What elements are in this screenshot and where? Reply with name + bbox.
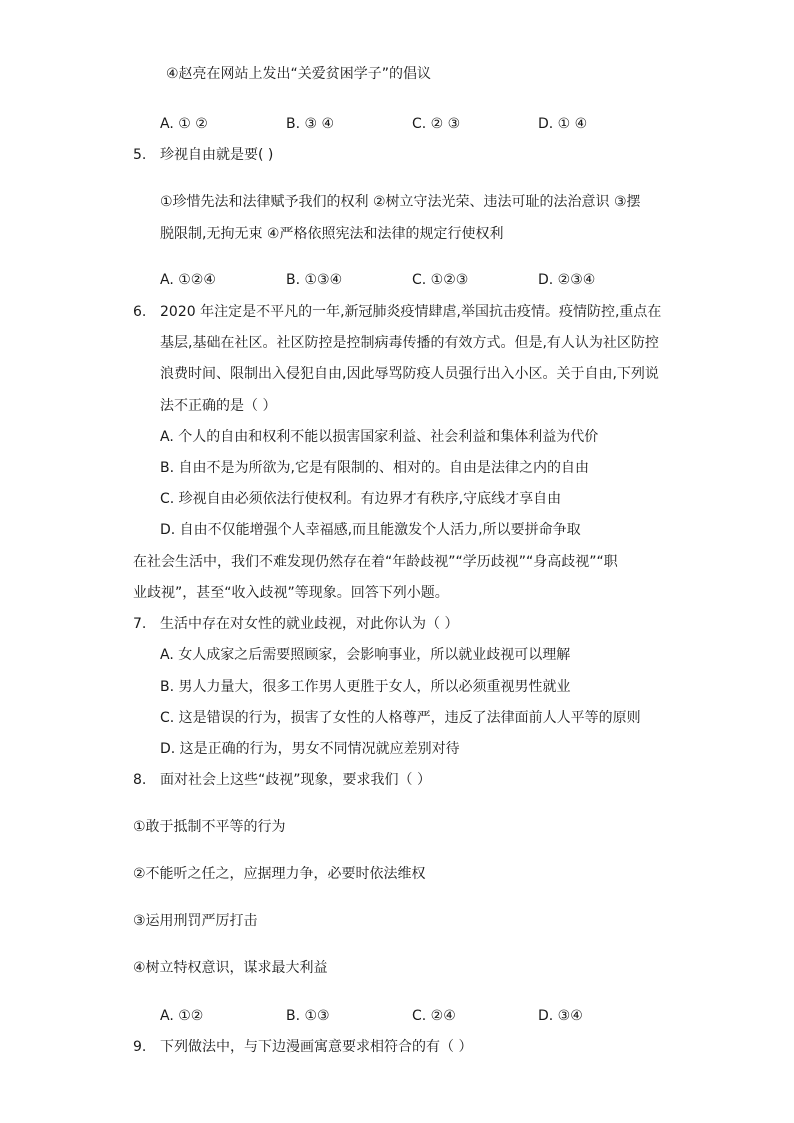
q5-option-a: A. ①②④ <box>160 272 216 288</box>
q5-items-line2: 脱限制,无拘无束 ④严格依照宪法和法律的规定行使权利 <box>160 226 504 242</box>
q7-number: 7. <box>133 616 147 632</box>
q6-stem-line1: 2020 年注定是不平凡的一年,新冠肺炎疫情肆虐,举国抗击疫情。疫情防控,重点在 <box>160 304 662 320</box>
q8-item-1: ①敢于抵制不平等的行为 <box>133 819 286 835</box>
q5-option-b: B. ①③④ <box>286 272 343 288</box>
q7-stem: 生活中存在对女性的就业歧视，对此你认为（ ） <box>160 616 459 632</box>
q6-option-c: C. 珍视自由必须依法行使权利。有边界才有秩序,守底线才享自由 <box>160 491 562 507</box>
q6-stem-line4: 法不正确的是（ ） <box>160 398 277 414</box>
q8-option-c: C. ②④ <box>412 1008 456 1024</box>
q6-number: 6. <box>133 304 147 320</box>
q7-option-d: D. 这是正确的行为，男女不同情况就应差别对待 <box>160 741 460 757</box>
q8-item-3: ③运用刑罚严厉打击 <box>133 913 258 929</box>
q4-option-b: B. ③ ④ <box>286 116 335 132</box>
q8-option-d: D. ③④ <box>538 1008 583 1024</box>
q6-option-b: B. 自由不是为所欲为,它是有限制的、相对的。自由是法律之内的自由 <box>160 460 589 476</box>
q8-option-b: B. ①③ <box>286 1008 330 1024</box>
q8-stem: 面对社会上这些“歧视”现象，要求我们（ ） <box>160 772 431 788</box>
q4-option-c: C. ② ③ <box>412 116 461 132</box>
q5-number: 5. <box>133 147 147 163</box>
q8-item-2: ②不能听之任之，应据理力争，必要时依法维权 <box>133 866 426 882</box>
q6-option-a: A. 个人的自由和权利不能以损害国家利益、社会利益和集体利益为代价 <box>160 429 599 445</box>
q5-option-d: D. ②③④ <box>538 272 596 288</box>
passage-line1: 在社会生活中，我们不难发现仍然存在着“年龄歧视”“学历歧视”“身高歧视”“职 <box>133 554 618 570</box>
q4-item-4: ④赵亮在网站上发出“关爱贫困学子”的倡议 <box>166 66 432 82</box>
q5-items-line1: ①珍惜先法和法律赋予我们的权利 ②树立守法光荣、违法可耻的法治意识 ③摆 <box>160 194 641 210</box>
q5-stem: 珍视自由就是要( ) <box>160 147 274 163</box>
q7-option-b: B. 男人力量大，很多工作男人更胜于女人，所以必须重视男性就业 <box>160 679 571 695</box>
q8-number: 8. <box>133 772 147 788</box>
q6-option-d: D. 自由不仅能增强个人幸福感,而且能激发个人活力,所以要拼命争取 <box>160 522 581 538</box>
q9-stem: 下列做法中，与下边漫画寓意要求相符合的有（ ） <box>160 1039 473 1055</box>
q9-number: 9. <box>133 1039 147 1055</box>
q5-option-c: C. ①②③ <box>412 272 469 288</box>
q6-stem-line2: 基层,基础在社区。社区防控是控制病毒传播的有效方式。但是,有人认为社区防控 <box>160 335 659 351</box>
q4-option-a: A. ① ② <box>160 116 208 132</box>
q6-stem-line3: 浪费时间、限制出入侵犯自由,因此辱骂防疫人员强行出入小区。关于自由,下列说 <box>160 366 659 382</box>
q8-option-a: A. ①② <box>160 1008 204 1024</box>
q7-option-c: C. 这是错误的行为，损害了女性的人格尊严，违反了法律面前人人平等的原则 <box>160 710 641 726</box>
q8-item-4: ④树立特权意识，谋求最大利益 <box>133 960 328 976</box>
q7-option-a: A. 女人成家之后需要照顾家，会影响事业，所以就业歧视可以理解 <box>160 647 571 663</box>
q4-option-d: D. ① ④ <box>538 116 588 132</box>
passage-line2: 业歧视”，甚至“收入歧视”等现象。回答下列小题。 <box>133 585 449 601</box>
